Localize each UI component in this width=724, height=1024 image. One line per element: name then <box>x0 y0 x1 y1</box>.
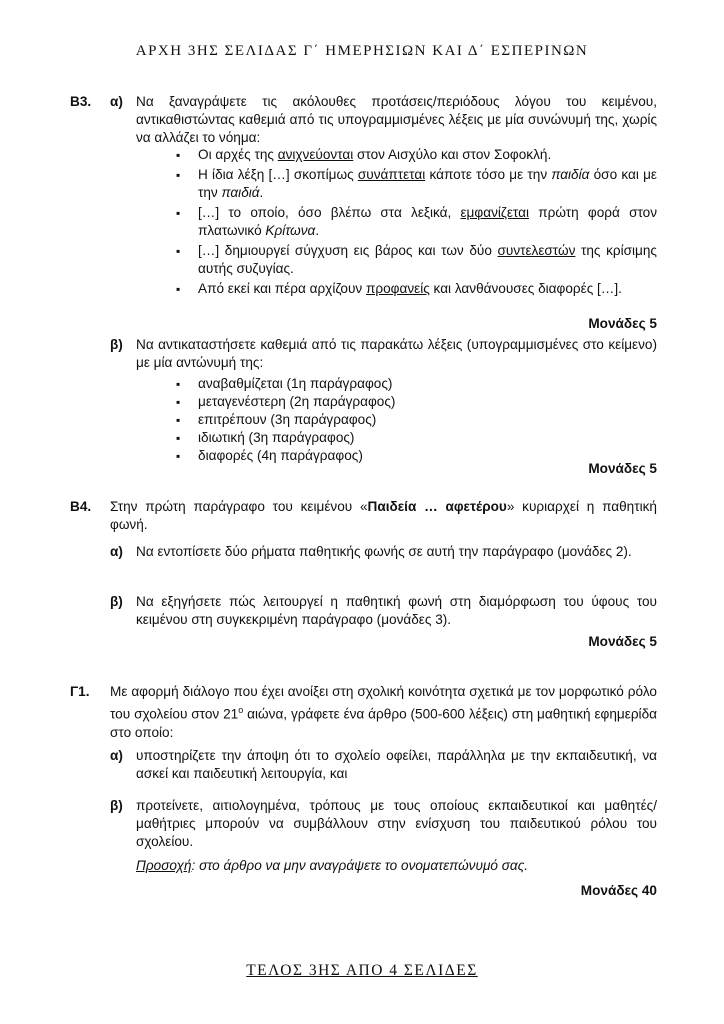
question-text: Με αφορμή διάλογο που έχει ανοίξει στη σχολική κοινότητα σχετικά με τον μορφωτικό ρόλο του σχολείου στον $21^o$ αιώνα, γράφετε ένα άρθρο (500-600 λέξεις) στη μαθητική εφημερίδα στο οποίο: <box>110 684 658 740</box>
sentence-list <box>176 146 657 298</box>
question-text: Να εξηγήσετε πώς λειτουργεί η παθητική φωνή στη διαμόρφωση του ύφους του κειμένου στη συγκεκριμένη παράγραφο (μονάδες 3). <box>136 594 657 627</box>
subquestion-label: α) <box>110 748 123 763</box>
question-text: προτείνετε, αιτιολογημένα, τρόπους με τους οποίους εκπαιδευτικοί και μαθητές/μαθήτριες μπορούν να συμβάλλουν στην ενίσχυση του παιδευτικού ρόλου του σχολείου. <box>136 798 657 849</box>
list-item: ▪ επιτρέπουν (3η παράγραφος) <box>176 411 657 429</box>
subquestion-label: β) <box>110 798 123 813</box>
question-text: υποστηρίζετε την άποψη ότι το σχολείο οφείλει, παράλληλα με την εκπαιδευτική, να ασκεί και παιδευτική λειτουργία, και <box>136 748 657 781</box>
subquestion-label: β) <box>110 594 123 609</box>
question-number: Β3. <box>70 94 92 109</box>
list-item: ▪ […] δημιουργεί σύγχυση εις βάρος και των δύο συντελεστών της κρίσιμης αυτής συζυγίας. <box>176 242 657 278</box>
word-list <box>176 375 657 465</box>
list-item: ▪ ιδιωτική (3η παράγραφος) <box>176 429 657 447</box>
page-footer: ΤΕΛΟΣ 3ΗΣ ΑΠΟ 4 ΣΕΛΙΔΕΣ <box>246 962 478 979</box>
list-item: ▪ […] το οποίο, όσο βλέπω στα λεξικά, εμφανίζεται πρώτη φορά στον πλατωνικό Κρίτωνα. <box>176 204 657 240</box>
question-text: Να εντοπίσετε δύο ρήματα παθητικής φωνής σε αυτή την παράγραφο (μονάδες 2). <box>136 544 632 559</box>
marks-label: Μονάδες 5 <box>588 461 657 476</box>
page-header: ΑΡΧΗ 3ΗΣ ΣΕΛΙΔΑΣ Γ΄ ΗΜΕΡΗΣΙΩΝ ΚΑΙ Δ΄ ΕΣΠΕΡΙΝΩΝ <box>135 43 589 59</box>
question-text: Να αντικαταστήσετε καθεμιά από τις παρακάτω λέξεις (υπογραμμισμένες στο κείμενο) με μία αντώνυμή της: <box>136 337 657 370</box>
marks-label: Μονάδες 40 <box>580 883 657 898</box>
note-text: Προσοχή: στο άρθρο να μην αναγράψετε το ονοματεπώνυμό σας. <box>136 858 529 873</box>
list-item: ▪ αναβαθμίζεται (1η παράγραφος) <box>176 375 657 393</box>
list-item: ▪ διαφορές (4η παράγραφος) <box>176 447 657 465</box>
list-item: ▪ Η ίδια λέξη […] σκοπίμως συνάπτεται κάποτε τόσο με την παιδία όσο και με την παιδιά. <box>176 166 657 202</box>
list-item: ▪ Οι αρχές της ανιχνεύονται στον Αισχύλο και στον Σοφοκλή. <box>176 146 657 164</box>
marks-label: Μονάδες 5 <box>588 634 657 649</box>
list-item: ▪ Από εκεί και πέρα αρχίζουν προφανείς και λανθάνουσες διαφορές […]. <box>176 280 657 298</box>
subquestion-label: α) <box>110 94 123 109</box>
question-text: Να ξαναγράψετε τις ακόλουθες προτάσεις/περιόδους λόγου του κειμένου, αντικαθιστώντας καθεμιά από τις υπογραμμισμένες λέξεις με μία συνώνυμή της, χωρίς να αλλάζει το νόημα: <box>136 94 657 145</box>
question-text: Στην πρώτη παράγραφο του κειμένου «Παιδεία … αφετέρου» κυριαρχεί η παθητική φωνή. <box>110 499 657 532</box>
subquestion-label: β) <box>110 337 123 352</box>
question-number: Β4. <box>70 499 92 514</box>
subquestion-label: α) <box>110 544 123 559</box>
marks-label: Μονάδες 5 <box>588 316 657 331</box>
question-number: Γ1. <box>70 684 90 699</box>
list-item: ▪ μεταγενέστερη (2η παράγραφος) <box>176 393 657 411</box>
